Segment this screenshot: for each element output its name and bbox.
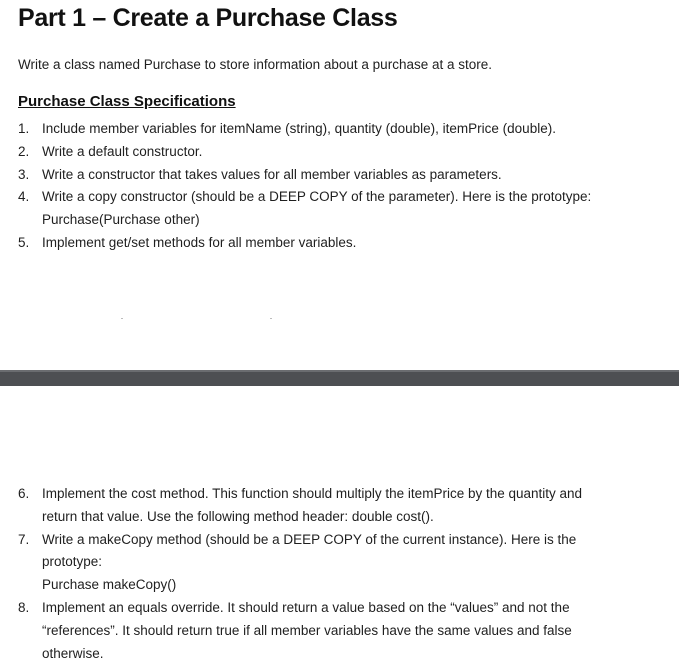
scan-speck [121, 318, 123, 319]
item-number: 6. [18, 486, 30, 501]
item-text: return that value. Use the following method header: double cost(). [42, 508, 434, 524]
item-number: 7. [18, 531, 30, 547]
page-divider [0, 370, 679, 386]
item-number: 1. [18, 121, 30, 136]
spec-list-part-2 [18, 483, 668, 665]
spec-item-7 [18, 529, 668, 597]
part-title: Part 1 – Create a Purchase Class [18, 4, 398, 32]
item-text: Include member variables for itemName (string), quantity (double), itemPrice (double). [42, 121, 556, 136]
item-number: 4. [18, 189, 30, 205]
spec-item-4 [18, 186, 668, 232]
item-text-prototype: Purchase makeCopy() [42, 577, 177, 593]
item-text: Write a copy constructor (should be a DEEP COPY of the parameter). Here is the prototype: [42, 189, 592, 205]
spec-item-8 [18, 597, 668, 665]
spec-list-part-1 [18, 118, 668, 255]
item-text: otherwise. [42, 645, 104, 661]
item-text: prototype: [42, 554, 103, 570]
spec-item-1 [18, 118, 668, 141]
item-text: Write a default constructor. [42, 143, 203, 159]
spec-item-6 [18, 483, 668, 529]
scan-speck [270, 318, 272, 319]
item-text: Write a constructor that takes values for all member variables as parameters. [42, 166, 502, 182]
spec-heading: Purchase Class Specifications [18, 93, 236, 110]
item-text: Implement get/set methods for all member variables. [42, 234, 357, 250]
item-text-prototype: Purchase(Purchase other) [42, 212, 200, 228]
spec-item-2 [18, 141, 668, 164]
item-text: Write a makeCopy method (should be a DEEP COPY of the current instance). Here is the [42, 531, 577, 547]
document-page-bottom [0, 386, 679, 669]
item-text: Implement the cost method. This function should multiply the itemPrice by the quantity and [42, 486, 583, 501]
item-text: “references”. It should return true if all member variables have the same values and false [42, 622, 572, 638]
item-number: 5. [18, 234, 30, 250]
item-text: Implement an equals override. It should return a value based on the “values” and not the [42, 599, 570, 615]
item-number: 3. [18, 166, 30, 182]
item-number: 2. [18, 143, 30, 159]
intro-text: Write a class named Purchase to store information about a purchase at a store. [18, 57, 492, 72]
spec-item-5 [18, 232, 668, 255]
item-number: 8. [18, 599, 30, 615]
spec-item-3 [18, 164, 668, 187]
